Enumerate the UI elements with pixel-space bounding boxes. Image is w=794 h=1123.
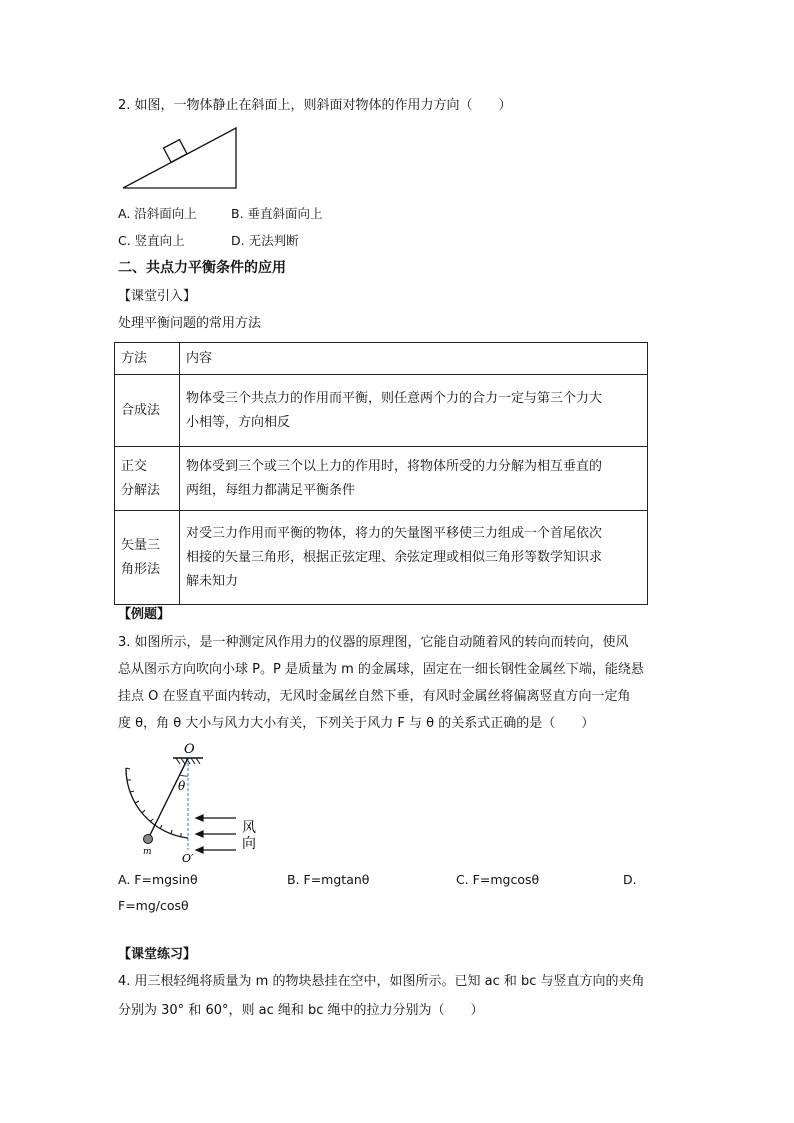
section-title: 二、共点力平衡条件的应用	[118, 260, 286, 276]
practice-line-2: 分别为 30° 和 60°，则 ac 绳和 bc 绳中的拉力分别为（ ）	[118, 1003, 484, 1018]
table-row	[115, 375, 648, 447]
q3-option-b: B. F=mgtanθ	[287, 872, 370, 887]
wind-arrows	[196, 815, 236, 853]
practice-label: 【课堂练习】	[118, 947, 197, 962]
label-m: m	[143, 847, 152, 857]
block-on-incline	[164, 140, 187, 163]
table-cell-method: 矢量三 角形法	[115, 511, 180, 605]
q2-option-a: A. 沿斜面向上	[118, 206, 197, 221]
table-cell-method: 正交 分解法	[115, 447, 180, 511]
practice-line-1: 4. 用三根轻绳将质量为 m 的物块悬挂在空中，如图所示。已知 ac 和 bc 与竖直方向的夹角	[118, 974, 645, 989]
label-theta: θ	[178, 779, 186, 793]
intro-text: 处理平衡问题的常用方法	[118, 316, 262, 331]
example-label: 【例题】	[118, 607, 171, 622]
table-row	[115, 447, 648, 511]
example-line-3: 挂点 O 在竖直平面内转动，无风时金属丝自然下垂，有风时金属丝将偏离竖直方向一定角	[118, 689, 631, 704]
intro-label: 【课堂引入】	[118, 289, 197, 304]
q2-option-c: C. 竖直向上	[118, 233, 185, 248]
label-wind-1: 风	[242, 820, 256, 836]
label-o-prime: O′	[182, 852, 194, 865]
incline-figure	[120, 128, 240, 188]
metal-ball	[144, 835, 153, 844]
q3-option-d: D.	[623, 872, 637, 887]
table-cell-method: 合成法	[115, 375, 180, 447]
q3-option-d-content: F=mg/cosθ	[118, 898, 189, 913]
q2-option-d: D. 无法判断	[231, 233, 299, 248]
table-header-content: 内容	[180, 343, 648, 375]
q2-stem: 2. 如图，一物体静止在斜面上，则斜面对物体的作用力方向（ ）	[118, 98, 512, 113]
q2-option-b: B. 垂直斜面向上	[231, 206, 323, 221]
metal-wire	[149, 758, 188, 837]
table-cell-content: 物体受到三个或三个以上力的作用时，将物体所受的力分解为相互垂直的 两组，每组力都满足平衡条件	[180, 447, 648, 511]
table-header-row	[115, 343, 648, 375]
wind-instrument-figure	[118, 742, 278, 867]
table-header-method: 方法	[115, 343, 180, 375]
example-line-1: 3. 如图所示，是一种测定风作用力的仪器的原理图，它能自动随着风的转向而转向，使风	[118, 635, 629, 650]
example-line-2: 总从图示方向吹向小球 P。P 是质量为 m 的金属球，固定在一细长钢性金属丝下端，能绕悬	[118, 662, 644, 677]
q3-option-c: C. F=mgcosθ	[456, 872, 540, 887]
label-wind-2: 向	[242, 836, 256, 852]
table-cell-content: 物体受三个共点力的作用而平衡，则任意两个力的合力一定与第三个力大 小相等，方向相反	[180, 375, 648, 447]
q3-option-a: A. F=mgsinθ	[118, 872, 198, 887]
table-cell-content: 对受三力作用而平衡的物体，将力的矢量图平移使三力组成一个首尾依次 相接的矢量三角形，根据正弦定理、余弦定理或相似三角形等数学知识求 解未知力	[180, 511, 648, 605]
table-row	[115, 511, 648, 605]
label-o: O	[184, 742, 195, 757]
example-line-4: 度 θ，角 θ 大小与风力大小有关，下列关于风力 F 与 θ 的关系式正确的是（ ）	[118, 716, 595, 731]
methods-table	[114, 342, 648, 605]
